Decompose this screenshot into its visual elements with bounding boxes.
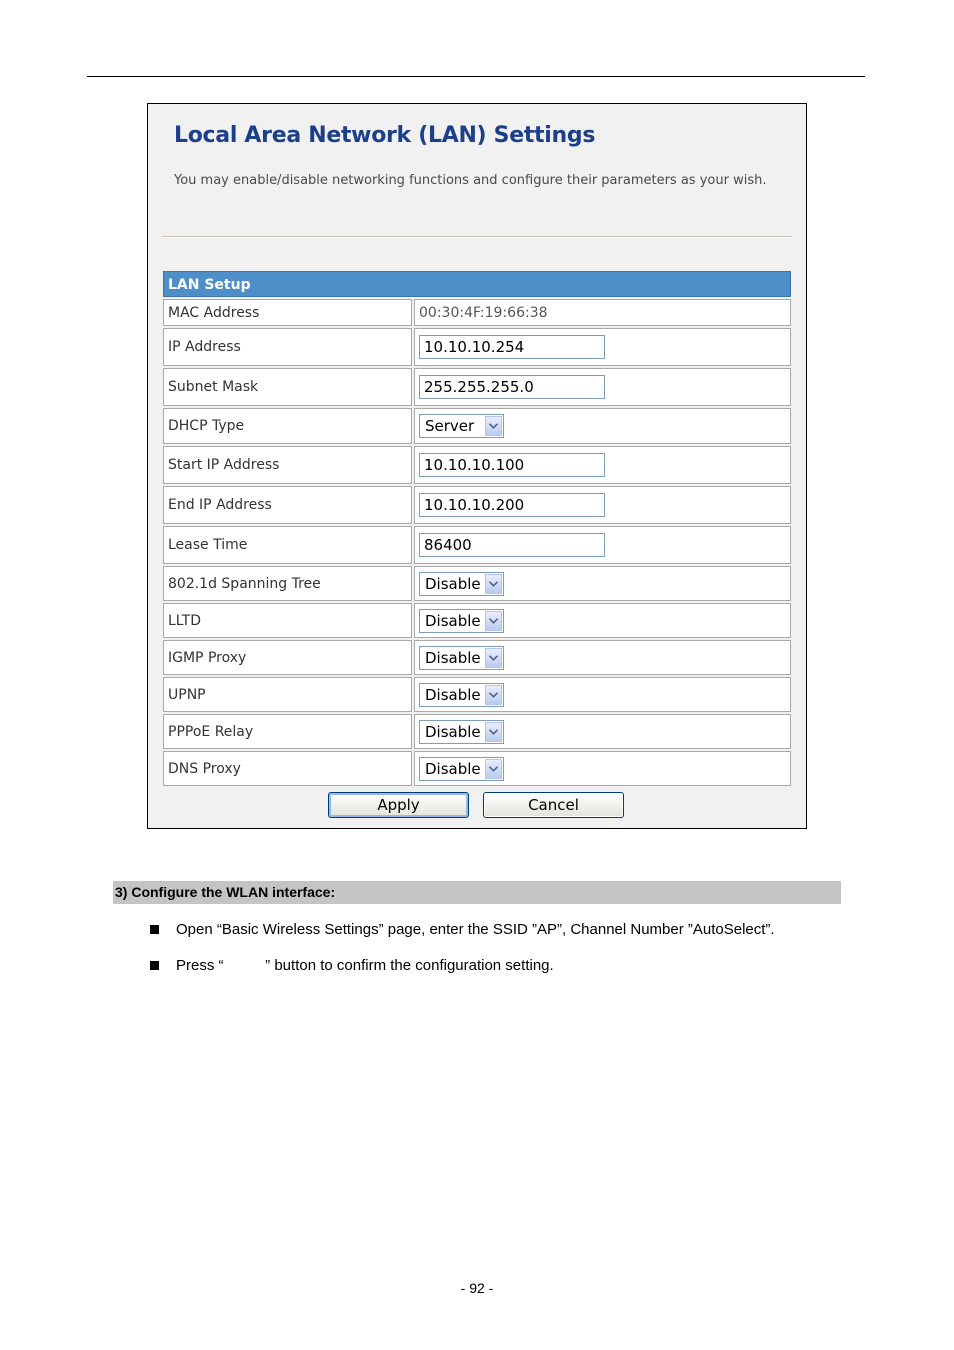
mac-address-value: 00:30:4F:19:66:38 (419, 304, 548, 321)
field-label: IP Address (163, 328, 412, 366)
text-input[interactable]: 255.255.255.0 (419, 375, 605, 399)
field-value-cell (414, 751, 791, 786)
field-label: 802.1d Spanning Tree (163, 566, 412, 601)
chevron-down-icon[interactable] (485, 574, 502, 594)
select-value: Disable (425, 759, 481, 778)
lan-row (163, 751, 791, 786)
form-buttons (328, 792, 624, 818)
select-value: Disable (425, 574, 481, 593)
lan-setup-header: LAN Setup (163, 271, 791, 297)
lan-row (163, 408, 791, 444)
select-value: Disable (425, 722, 481, 741)
lan-row (163, 714, 791, 749)
select-dropdown[interactable] (419, 757, 504, 781)
field-value-cell (414, 486, 791, 524)
field-value-cell (414, 368, 791, 406)
page-title: Local Area Network (LAN) Settings (174, 123, 596, 148)
select-dropdown[interactable] (419, 414, 504, 438)
chevron-down-icon[interactable] (485, 648, 502, 668)
field-value-cell (414, 446, 791, 484)
select-value: Disable (425, 685, 481, 704)
lan-row (163, 446, 791, 484)
lan-row (163, 328, 791, 366)
field-value-cell (414, 408, 791, 444)
lan-row (163, 526, 791, 564)
field-value-cell (414, 640, 791, 675)
field-value-cell (414, 603, 791, 638)
select-dropdown[interactable] (419, 572, 504, 596)
bullet-square-icon (150, 961, 159, 970)
field-label: DHCP Type (163, 408, 412, 444)
lan-setup-table (163, 271, 791, 786)
field-label: IGMP Proxy (163, 640, 412, 675)
lan-row (163, 640, 791, 675)
text-input[interactable]: 86400 (419, 533, 605, 557)
apply-button[interactable]: Apply (328, 792, 469, 818)
field-value-cell (414, 714, 791, 749)
field-label: DNS Proxy (163, 751, 412, 786)
bullet-text: Press “ ” button to confirm the configuration setting. (176, 957, 554, 974)
bullet-item (150, 957, 554, 974)
bullet-text: Open “Basic Wireless Settings” page, enter the SSID ”AP”, Channel Number ”AutoSelect”. (176, 921, 775, 938)
lan-row (163, 486, 791, 524)
text-input[interactable]: 10.10.10.200 (419, 493, 605, 517)
field-value-cell (414, 299, 791, 326)
select-dropdown[interactable] (419, 646, 504, 670)
chevron-down-icon[interactable] (485, 722, 502, 742)
page-description: You may enable/disable networking functions and configure their parameters as your wish. (174, 173, 767, 188)
chevron-down-icon[interactable] (485, 685, 502, 705)
field-label: MAC Address (163, 299, 412, 326)
select-value: Disable (425, 611, 481, 630)
bullet-square-icon (150, 925, 159, 934)
field-label: LLTD (163, 603, 412, 638)
lan-row (163, 677, 791, 712)
field-label: Subnet Mask (163, 368, 412, 406)
lan-row (163, 566, 791, 601)
field-value-cell (414, 566, 791, 601)
lan-row (163, 368, 791, 406)
page-number: - 92 - (460, 1280, 494, 1296)
section-heading: 3) Configure the WLAN interface: (113, 881, 841, 904)
field-label: Lease Time (163, 526, 412, 564)
select-dropdown[interactable] (419, 720, 504, 744)
text-input[interactable]: 10.10.10.254 (419, 335, 605, 359)
lan-row (163, 299, 791, 326)
field-value-cell (414, 677, 791, 712)
field-value-cell (414, 526, 791, 564)
field-label: UPNP (163, 677, 412, 712)
select-dropdown[interactable] (419, 683, 504, 707)
lan-settings-screenshot (147, 103, 807, 829)
select-value: Disable (425, 648, 481, 667)
field-label: End IP Address (163, 486, 412, 524)
divider (162, 236, 792, 238)
lan-row (163, 603, 791, 638)
select-dropdown[interactable] (419, 609, 504, 633)
field-label: Start IP Address (163, 446, 412, 484)
chevron-down-icon[interactable] (485, 416, 502, 436)
select-value: Server (425, 417, 475, 435)
header-rule (87, 76, 865, 77)
chevron-down-icon[interactable] (485, 611, 502, 631)
field-label: PPPoE Relay (163, 714, 412, 749)
cancel-button[interactable]: Cancel (483, 792, 624, 818)
bullet-item (150, 921, 775, 938)
text-input[interactable]: 10.10.10.100 (419, 453, 605, 477)
chevron-down-icon[interactable] (485, 759, 502, 779)
field-value-cell (414, 328, 791, 366)
